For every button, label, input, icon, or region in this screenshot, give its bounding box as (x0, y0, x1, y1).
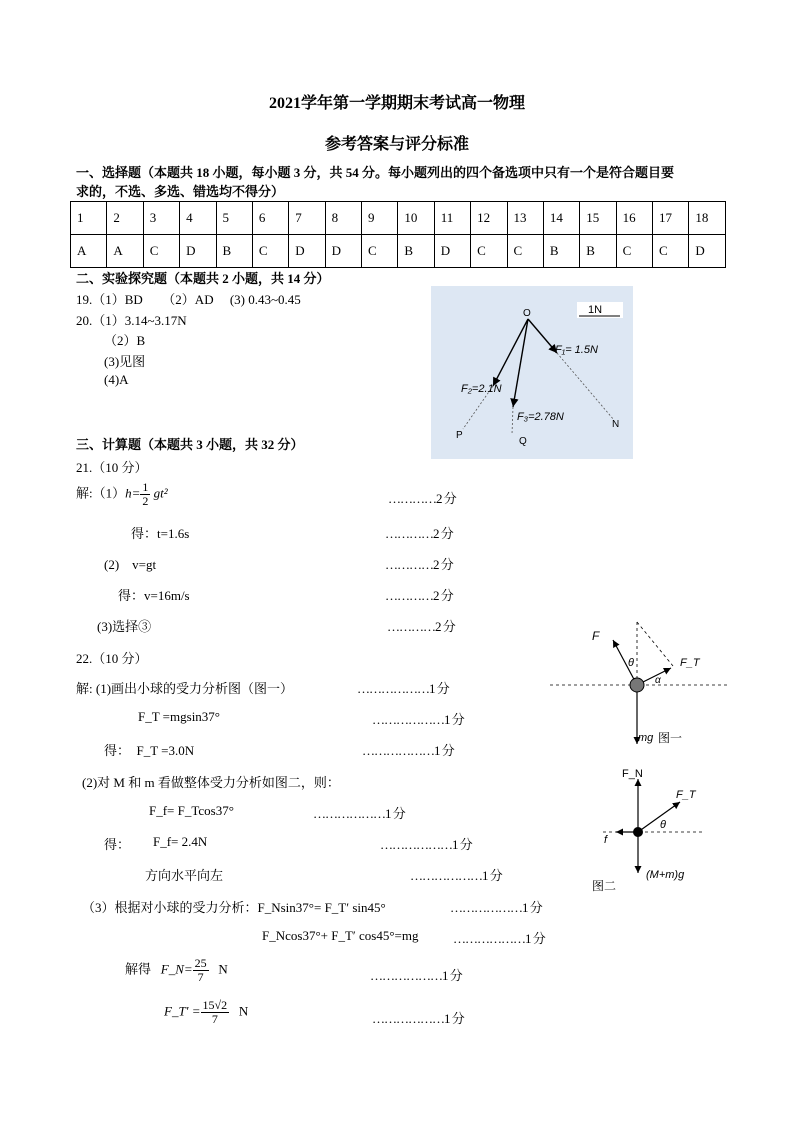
answer-table (70, 201, 726, 268)
q21-step5-score: …………2 分 (387, 619, 455, 634)
force-diagram-svg (431, 286, 633, 459)
fig1-theta-label: θ (628, 657, 634, 669)
fraction-15root2-7-denominator: 7 (211, 1012, 218, 1026)
fraction-15root2-7-numerator: 15√2 (202, 998, 228, 1012)
q21-step1-rhs: gt² (153, 485, 168, 501)
answer-table-answer-cell: D (180, 235, 216, 268)
fraction-half-denominator: 2 (142, 494, 149, 508)
answer-table-answer-cell: B (543, 235, 579, 268)
answer-table-answer-cell: C (252, 235, 288, 268)
page-title: 2021学年第一学期期末考试高一物理 (268, 95, 525, 112)
q22-line8-score: ………………1 分 (450, 900, 542, 915)
f1-label: F₁= 1.5N (555, 344, 598, 356)
q20-part3: (3)见图 (104, 354, 146, 369)
answer-table-number-cell: 17 (653, 202, 689, 235)
q22-line8: （3）根据对小球的受力分析：F_Nsin37°= F_T′ sin45° (82, 900, 386, 915)
answer-table-answer-cell: C (653, 235, 689, 268)
q21-step2: 得：t=1.6s (131, 526, 190, 541)
answer-table-number-cell: 4 (180, 202, 216, 235)
answer-table-number-cell: 14 (543, 202, 579, 235)
q21-step1-prefix: 解:（1） (76, 485, 126, 501)
q22-line11 (164, 999, 248, 1031)
answer-table-number-cell: 18 (689, 202, 726, 235)
answer-table-number-cell: 6 (252, 202, 288, 235)
fig2-f-label: f (604, 834, 608, 846)
f3-dashed-extension (512, 407, 513, 434)
fig2-gravity-label: (M+m)g (646, 869, 685, 881)
fig1-f-label: F (592, 629, 600, 643)
fraction-half (140, 481, 150, 508)
q22-line1-score: ………………1 分 (357, 681, 449, 696)
q20-part4: (4)A (104, 372, 129, 387)
q22-line9: F_Ncos37°+ F_T′ cos45°=mg (262, 928, 419, 943)
section1-heading-line2: 求的，不选、多选、错选均不得分） (76, 184, 285, 199)
q22-line3: 得： F_T =3.0N (104, 743, 195, 758)
q22-label: 22.（10 分） (76, 651, 148, 666)
answer-table-answer-cell: D (434, 235, 470, 268)
answer-table-answer-cell: D (689, 235, 726, 268)
answer-table-number-cell: 13 (507, 202, 543, 235)
answer-table-answer-cell: C (143, 235, 179, 268)
answer-table-answer-cell: C (507, 235, 543, 268)
q21-step2-score: …………2 分 (385, 526, 453, 541)
q22-line5: F_f= F_Tcos37° (149, 803, 234, 818)
fraction-half-numerator: 1 (142, 480, 149, 494)
q21-step4-score: …………2 分 (385, 588, 453, 603)
q22-line4: (2)对 M 和 m 看做整体受力分析如图二，则： (82, 775, 340, 790)
q22-line10 (125, 957, 228, 989)
fig1-ft-label: F_T (680, 657, 700, 669)
answer-table-answer-cell: A (107, 235, 143, 268)
f2-label: F₂=2.1N (461, 383, 502, 395)
q22-line11-score: ………………1 分 (372, 1011, 464, 1026)
q22-line6-prefix: 得： (104, 837, 131, 852)
fig2-point (633, 827, 643, 837)
page-subtitle: 参考答案与评分标准 (324, 136, 469, 153)
answer-table-number-cell: 9 (362, 202, 398, 235)
section2-heading: 二、实验探究题（本题共 2 小题，共 14 分） (76, 271, 330, 286)
q19-answer: 19.（1）BD （2）AD (3) 0.43~0.45 (76, 292, 301, 307)
q22-line10-unit: N (218, 961, 228, 977)
answer-table-answer-cell: C (616, 235, 652, 268)
q22-line10-lhs: F_N= (160, 961, 193, 977)
q20-part1: 20.（1）3.14~3.17N (76, 313, 187, 328)
q22-line9-score: ………………1 分 (453, 931, 545, 946)
answer-table-number-cell: 10 (398, 202, 434, 235)
q22-line2: F_T =mgsin37° (138, 709, 220, 724)
answer-table-answer-cell: A (71, 235, 107, 268)
answer-table-number-cell: 11 (434, 202, 470, 235)
q22-line10-prefix: 解得 (125, 961, 152, 977)
q22-line11-unit: N (238, 1003, 249, 1019)
q22-line6-score: ………………1 分 (380, 837, 472, 852)
fig2-ft-arrow (638, 802, 680, 832)
answer-table-number-cell: 7 (289, 202, 325, 235)
fig1-mg-label: mg (638, 732, 654, 744)
q22-line10-score: ………………1 分 (370, 968, 462, 983)
answer-table-answer-row (71, 235, 726, 268)
fig1-caption: 图一 (658, 731, 683, 745)
fig1-ball (630, 678, 644, 692)
answer-table-answer-cell: C (362, 235, 398, 268)
scale-label: 1N (588, 304, 603, 316)
fraction-25-7-denominator: 7 (197, 970, 204, 984)
q22-line6: F_f= 2.4N (153, 834, 208, 849)
answer-table-number-cell: 16 (616, 202, 652, 235)
point-p-label: P (456, 430, 463, 441)
section3-heading: 三、计算题（本题共 3 小题，共 32 分） (76, 437, 304, 452)
q21-label: 21.（10 分） (76, 460, 148, 475)
force-parallelogram-diagram (431, 286, 633, 459)
point-n-label: N (612, 419, 620, 430)
q22-line1: 解: (1)画出小球的受力分析图（图一） (76, 681, 294, 696)
q22-line2-score: ………………1 分 (372, 712, 464, 727)
fig2-caption: 图二 (592, 879, 617, 893)
section1-heading-line1: 一、选择题（本题共 18 小题，每小题 3 分，共 54 分。每小题列出的四个备选项中只有一个是符合题目要 (76, 165, 675, 180)
q21-step5: (3)选择③ (97, 619, 152, 634)
f3-label: F₃=2.78N (517, 411, 564, 423)
q21-step1-lhs: h= (125, 485, 141, 501)
answer-table-answer-cell: B (398, 235, 434, 268)
q21-step1-score: …………2 分 (388, 491, 456, 506)
q21-step4: 得：v=16m/s (118, 588, 190, 603)
q21-step1 (76, 481, 168, 511)
answer-table-answer-cell: B (580, 235, 616, 268)
f1-arrow (528, 319, 557, 353)
fig1-alpha-label: α (655, 675, 661, 686)
answer-table-number-cell: 12 (471, 202, 507, 235)
q22-line7-score: ………………1 分 (410, 868, 502, 883)
f1-dashed-extension (557, 353, 614, 420)
answer-table-answer-cell: D (289, 235, 325, 268)
fraction-15root2-7 (201, 999, 230, 1026)
q22-line11-lhs: F_T′ = (164, 1003, 201, 1019)
answer-table-number-cell: 2 (107, 202, 143, 235)
q22-line5-score: ………………1 分 (313, 806, 405, 821)
figure2-system-force-diagram (588, 765, 718, 895)
fig2-fn-label: F_N (622, 768, 643, 780)
q22-line7: 方向水平向左 (145, 868, 224, 883)
answer-table-answer-cell: D (325, 235, 361, 268)
answer-table-answer-cell: B (216, 235, 252, 268)
answer-table-number-row (71, 202, 726, 235)
fraction-25-7 (193, 957, 209, 984)
answer-table-number-cell: 3 (143, 202, 179, 235)
fig2-ft-label: F_T (676, 789, 696, 801)
q20-part2: （2）B (104, 333, 146, 348)
figure1-ball-force-diagram (550, 618, 728, 756)
fig1-parallelogram-dashed-line (637, 622, 673, 666)
q21-step3-score: …………2 分 (385, 557, 453, 572)
point-q-label: Q (519, 436, 527, 447)
fig2-theta-label: θ (660, 819, 666, 831)
answer-table-number-cell: 8 (325, 202, 361, 235)
q21-step3: (2) v=gt (104, 557, 157, 572)
answer-table-number-cell: 5 (216, 202, 252, 235)
answer-table-number-cell: 1 (71, 202, 107, 235)
answer-table-answer-cell: C (471, 235, 507, 268)
point-o-label: O (523, 308, 531, 319)
answer-table-number-cell: 15 (580, 202, 616, 235)
q22-line3-score: ………………1 分 (362, 743, 454, 758)
fraction-25-7-numerator: 25 (194, 956, 207, 970)
